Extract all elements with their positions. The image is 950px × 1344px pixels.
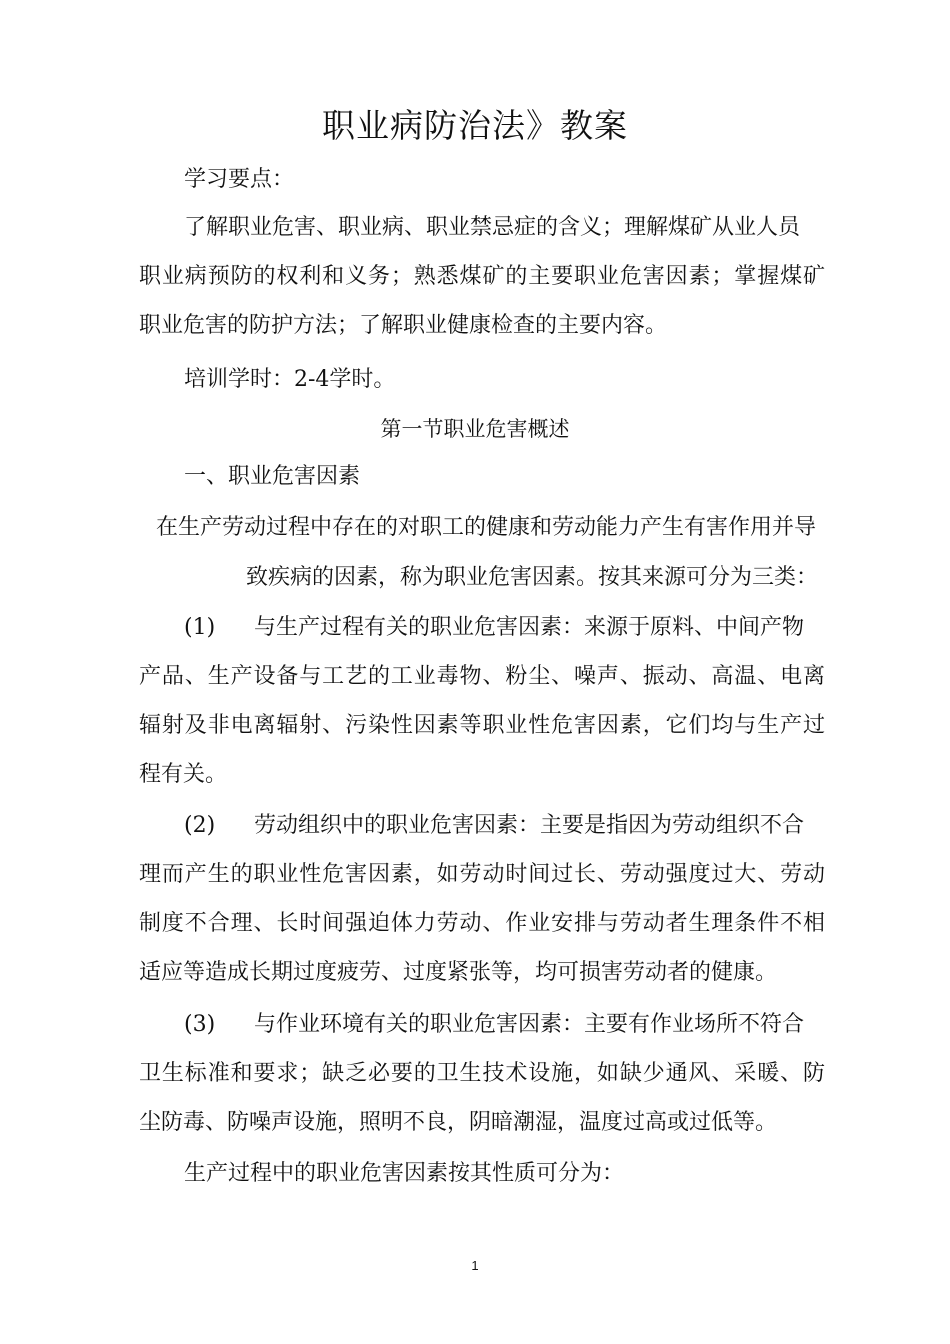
definition-line-2: 致疾病的因素，称为职业危害因素。按其来源可分为三类： <box>246 565 819 590</box>
item-2-line-4: 适应等造成长期过度疲劳、过度紧张等，均可损害劳动者的健康。 <box>139 960 778 985</box>
item-2-line-2: 理而产生的职业性危害因素，如劳动时间过长、劳动强度过大、劳动 <box>139 862 825 887</box>
document-title: 职业病防治法》教案 <box>322 106 628 145</box>
study-points-line-3: 职业危害的防护方法；了解职业健康检查的主要内容。 <box>139 313 668 338</box>
study-points-line-2: 职业病预防的权利和义务；熟悉煤矿的主要职业危害因素；掌握煤矿 <box>139 264 825 289</box>
item-2-first-line <box>184 811 804 841</box>
item-2-text: 劳动组织中的职业危害因素：主要是指因为劳动组织不合 <box>254 813 805 838</box>
closing-paragraph: 生产过程中的职业危害因素按其性质可分为： <box>184 1161 625 1186</box>
item-3-first-line <box>184 1010 804 1040</box>
item-1-number: (1) <box>184 615 216 640</box>
item-1-text: 与生产过程有关的职业危害因素：来源于原料、中间产物 <box>254 615 805 640</box>
page-number: 1 <box>471 1258 479 1273</box>
item-1-line-4: 程有关。 <box>139 762 228 787</box>
item-3-text: 与作业环境有关的职业危害因素：主要有作业场所不符合 <box>254 1012 805 1037</box>
item-3-number: (3) <box>184 1012 216 1037</box>
item-1-first-line <box>184 613 804 643</box>
item-2-line-3: 制度不合理、长时间强迫体力劳动、作业安排与劳动者生理条件不相 <box>139 911 825 936</box>
study-points-line-1: 了解职业危害、职业病、职业禁忌症的含义；理解煤矿从业人员 <box>184 215 801 240</box>
item-1-line-2: 产品、生产设备与工艺的工业毒物、粉尘、噪声、振动、高温、电离 <box>139 664 825 689</box>
section-title: 第一节职业危害概述 <box>380 417 570 441</box>
subsection-title: 一、职业危害因素 <box>184 464 361 489</box>
study-points-label: 学习要点： <box>184 167 295 192</box>
item-3-line-3: 尘防毒、防噪声设施，照明不良，阴暗潮湿，温度过高或过低等。 <box>139 1110 778 1135</box>
item-3-line-2: 卫生标准和要求；缺乏必要的卫生技术设施，如缺少通风、采暖、防 <box>139 1061 825 1086</box>
item-2-number: (2) <box>184 813 216 838</box>
training-hours: 培训学时：2-4学时。 <box>184 367 396 392</box>
item-1-line-3: 辐射及非电离辐射、污染性因素等职业性危害因素，它们均与生产过 <box>139 713 825 738</box>
definition-line-1: 在生产劳动过程中存在的对职工的健康和劳动能力产生有害作用并导 <box>156 515 817 540</box>
